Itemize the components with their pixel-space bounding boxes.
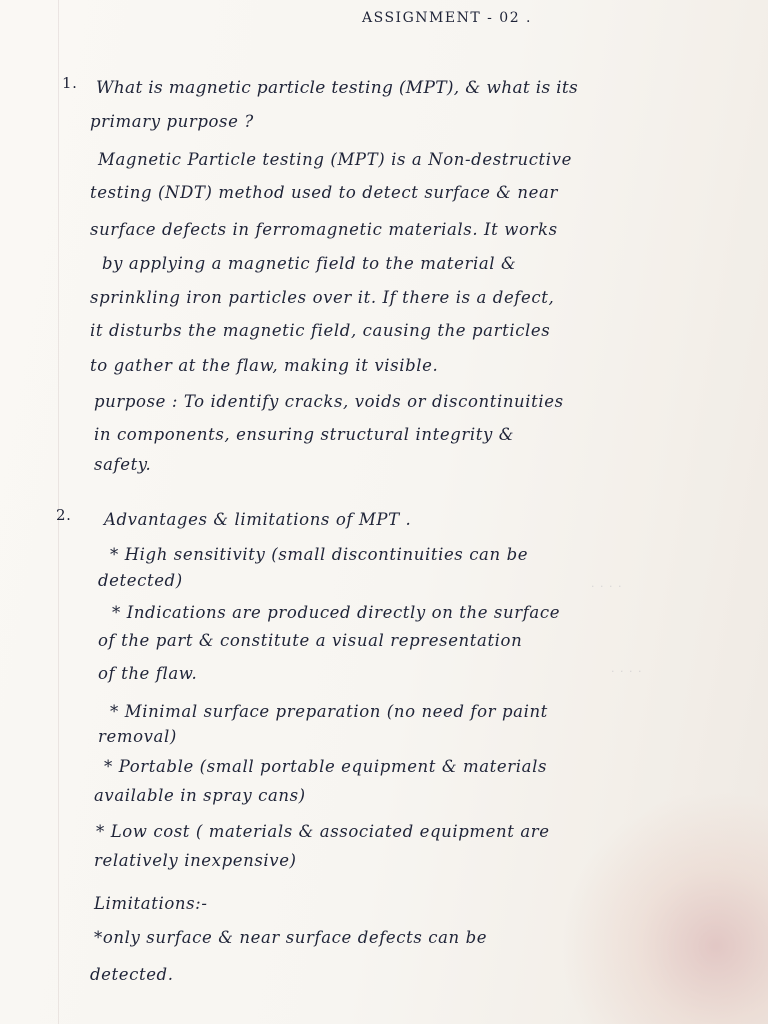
- answer-1-line: sprinkling iron particles over it. If there is a defect,: [90, 288, 555, 307]
- answer-1-line: by applying a magnetic field to the material &: [102, 254, 517, 273]
- answer-1-line: Magnetic Particle testing (MPT) is a Non-destructive: [98, 150, 572, 169]
- bleed-through-mark: · · · ·: [610, 665, 642, 678]
- advantage-line: detected): [98, 571, 183, 590]
- advantage-line: * Low cost ( materials & associated equipment are: [96, 822, 550, 841]
- limitation-line: *only surface & near surface defects can be: [94, 928, 488, 947]
- advantage-line: removal): [98, 727, 177, 746]
- answer-1-line: surface defects in ferromagnetic materials. It works: [90, 220, 558, 239]
- question-1-text-line-1: What is magnetic particle testing (MPT), & what is its: [96, 78, 579, 98]
- answer-1-line: testing (NDT) method used to detect surface & near: [90, 183, 558, 202]
- question-2-number: 2.: [56, 506, 72, 524]
- advantage-line: * Indications are produced directly on the surface: [112, 603, 561, 622]
- light-glare: [560, 790, 768, 1024]
- advantage-line: relatively inexpensive): [94, 851, 297, 870]
- answer-1-line: it disturbs the magnetic field, causing the particles: [90, 321, 551, 340]
- question-1-text-line-2: primary purpose ?: [90, 112, 254, 131]
- purpose-line: purpose : To identify cracks, voids or discontinuities: [94, 392, 564, 411]
- bleed-through-mark: · · · ·: [590, 580, 622, 593]
- purpose-line: in components, ensuring structural integrity &: [94, 425, 515, 444]
- advantage-line: available in spray cans): [94, 786, 306, 805]
- question-2-heading: Advantages & limitations of MPT .: [104, 510, 412, 529]
- question-1-number: 1.: [62, 74, 78, 92]
- page-title: ASSIGNMENT - 02 .: [362, 10, 532, 26]
- purpose-line: safety.: [94, 455, 152, 474]
- advantage-line: of the part & constitute a visual representation: [98, 631, 523, 650]
- advantage-line: * Portable (small portable equipment & materials: [104, 757, 548, 776]
- advantage-line: * High sensitivity (small discontinuities can be: [110, 545, 529, 564]
- limitation-line: detected.: [90, 965, 174, 984]
- advantage-line: of the flaw.: [98, 664, 198, 683]
- limitations-heading: Limitations:-: [94, 894, 208, 913]
- advantage-line: * Minimal surface preparation (no need for paint: [110, 702, 548, 721]
- answer-1-line: to gather at the flaw, making it visible.: [90, 356, 439, 375]
